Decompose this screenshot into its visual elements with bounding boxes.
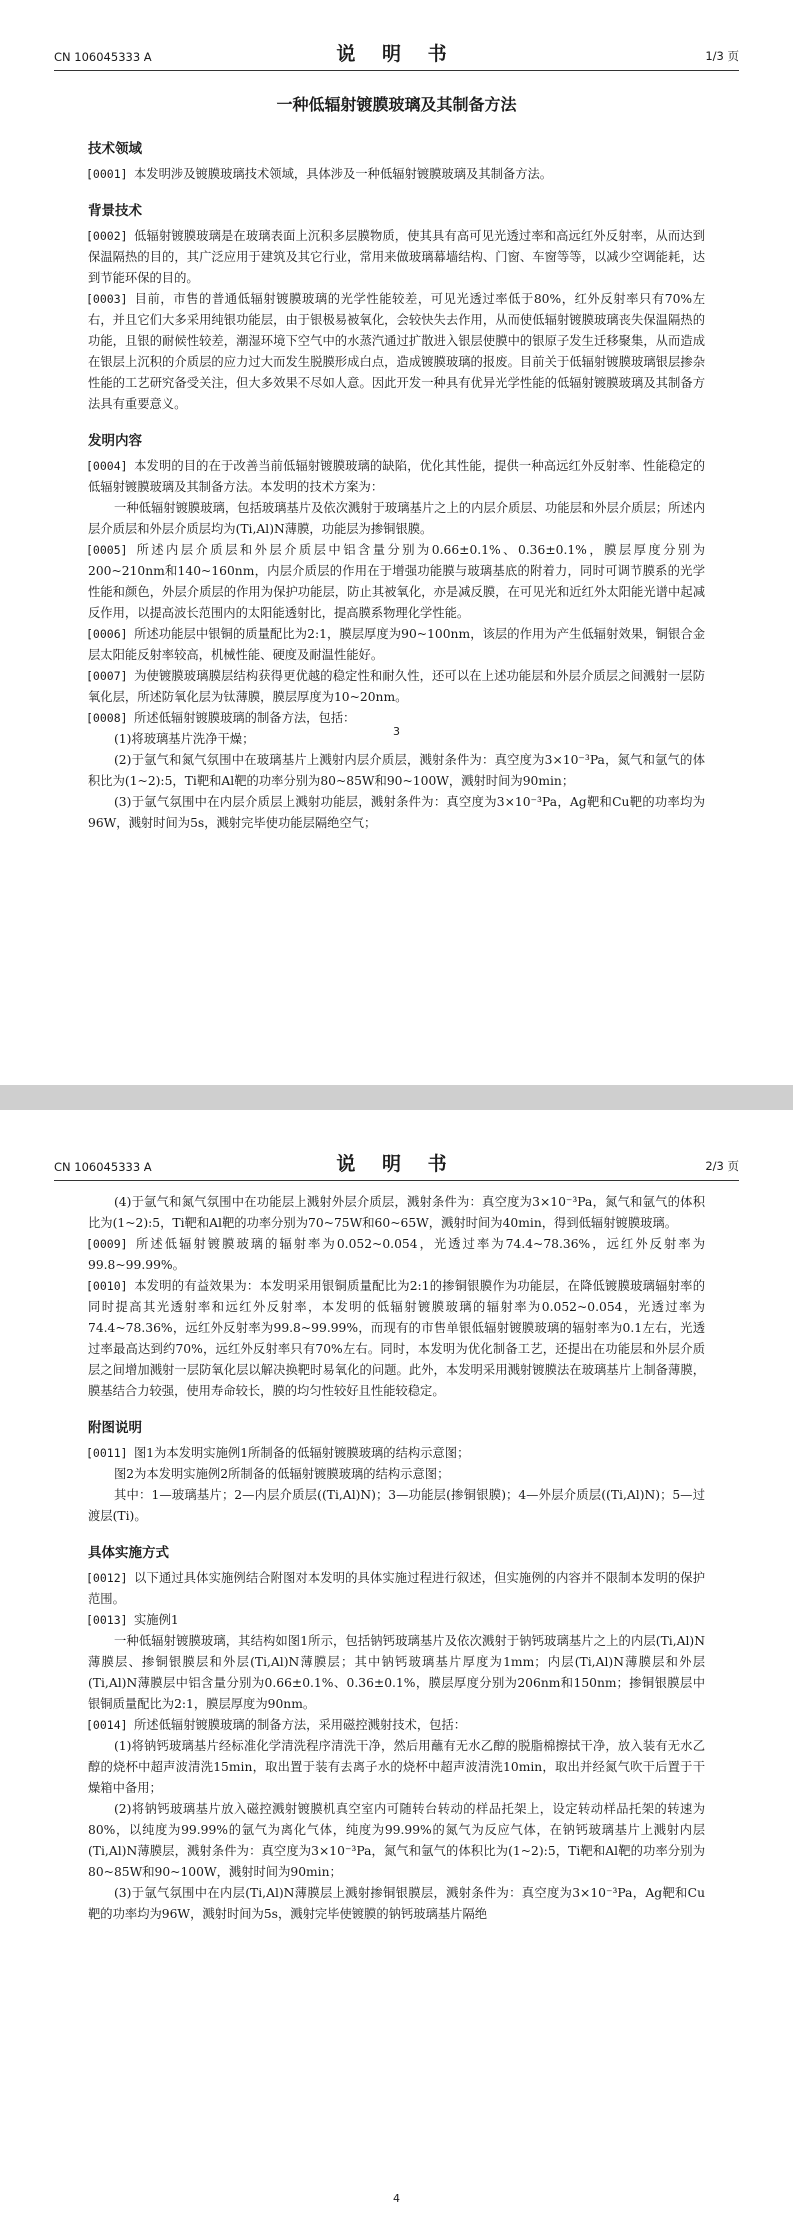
page-footer-number: 3 [393,725,400,738]
paragraph: [0002] 低辐射镀膜玻璃是在玻璃表面上沉积多层膜物质，使其具有高可见光透过率和高远红外反射率，从而达到保温隔热的目的，其广泛应用于建筑及其它行业，常用来做玻璃幕墙结构、门窗、车窗等等，以减少空调能耗，达到节能环保的目的。 [86,229,705,285]
list-item: (2)于氩气和氮气氛围中在玻璃基片上溅射内层介质层，溅射条件为：真空度为3×10⁻³Pa，氮气和氩气的体积比为(1~2):5，Ti靶和Al靶的功率分别为80~85W和90~100W，溅射时间为90min； [88,753,705,788]
paragraph: [0001] 本发明涉及镀膜玻璃技术领域，具体涉及一种低辐射镀膜玻璃及其制备方法。 [86,167,553,181]
list-item: (1)将玻璃基片洗净干燥； [114,732,255,746]
list-item: (3)于氩气氛围中在内层(Ti,Al)N薄膜层上溅射掺铜银膜层，溅射条件为：真空度为3×10⁻³Pa，Ag靶和Cu靶的功率均为96W，溅射时间为5s，溅射完毕使镀膜的钠钙玻璃基片隔绝 [88,1886,705,1921]
section-heading-invention: 发明内容 [88,433,142,449]
document-type: 说 明 书 [336,1153,457,1175]
list-item: (4)于氩气和氮气氛围中在功能层上溅射外层介质层，溅射条件为：真空度为3×10⁻³Pa，氮气和氩气的体积比为(1~2):5，Ti靶和Al靶的功率分别为70~75W和60~65W，溅射时间为40min，得到低辐射镀膜玻璃。 [88,1195,705,1230]
section-heading-background: 背景技术 [88,203,142,219]
paragraph: [0004] 本发明的目的在于改善当前低辐射镀膜玻璃的缺陷，优化其性能，提供一种高远红外反射率、性能稳定的低辐射镀膜玻璃及其制备方法。本发明的技术方案为： [86,459,705,494]
paragraph: [0006] 所述功能层中银铜的质量配比为2:1，膜层厚度为90~100nm，该层的作用为产生低辐射效果，铜银合金层太阳能反射率较高，机械性能、硬度及耐温性能好。 [86,627,705,662]
paragraph: [0012] 以下通过具体实施例结合附图对本发明的具体实施过程进行叙述，但实施例的内容并不限制本发明的保护范围。 [86,1571,705,1606]
paragraph: [0013] 实施例1 [86,1613,179,1627]
page-2-content [88,1192,705,1925]
document-title: 一种低辐射镀膜玻璃及其制备方法 [276,95,517,114]
section-heading-drawings: 附图说明 [88,1420,142,1436]
page-1-content [88,94,705,834]
paragraph: [0014] 所述低辐射镀膜玻璃的制备方法，采用磁控溅射技术，包括： [86,1718,467,1732]
patent-number: CN 106045333 A [54,1160,152,1174]
list-item: (1)将钠钙玻璃基片经标准化学清洗程序清洗干净，然后用蘸有无水乙醇的脱脂棉擦拭干净，放入装有无水乙醇的烧杯中超声波清洗15min，取出置于装有去离子水的烧杯中超声波清洗10min，取出并经氮气吹干后置于干燥箱中备用； [88,1739,705,1795]
section-heading-embodiments: 具体实施方式 [88,1545,169,1561]
page-footer-number: 4 [393,2192,400,2205]
paragraph: [0010] 本发明的有益效果为：本发明采用银铜质量配比为2:1的掺铜银膜作为功能层，在降低镀膜玻璃辐射率的同时提高其光透射率和远红外反射率，本发明的低辐射镀膜玻璃的辐射率为0.052~0.054，光透过率为74.4~78.36%，远红外反射率为99.8~99.99%，而现有的市售单银低辐射镀膜玻璃的辐射率为0.1左右，光透过率最高达到约70%，远红外反射率只有70%左右。同时，本发明为优化制备工艺，还提出在功能层和外层介质层之间增加溅射一层防氧化层以解决换靶时易氧化的问题。此外，本发明采用溅射镀膜法在玻璃基片上制备薄膜，膜基结合力较强，使用寿命较长，膜的均匀性较好且性能较稳定。 [86,1279,705,1398]
page-header [54,32,739,71]
page-1 [0,0,793,1085]
page-2 [0,1110,793,2222]
paragraph: 一种低辐射镀膜玻璃，包括玻璃基片及依次溅射于玻璃基片之上的内层介质层、功能层和外层介质层；所述内层介质层和外层介质层均为(Ti,Al)N薄膜，功能层为掺铜银膜。 [88,501,705,536]
paragraph: 其中：1—玻璃基片；2—内层介质层((Ti,Al)N)；3—功能层(掺铜银膜)；4—外层介质层((Ti,Al)N)；5—过渡层(Ti)。 [88,1488,705,1523]
list-item: (3)于氩气氛围中在内层介质层上溅射功能层，溅射条件为：真空度为3×10⁻³Pa，Ag靶和Cu靶的功率均为96W，溅射时间为5s，溅射完毕使功能层隔绝空气； [88,795,705,830]
page-number: 1/3 页 [705,49,739,63]
page-number: 2/3 页 [705,1159,739,1173]
paragraph: [0003] 目前，市售的普通低辐射镀膜玻璃的光学性能较差，可见光透过率低于80%，红外反射率只有70%左右，并且它们大多采用纯银功能层，由于银极易被氧化，会较快失去作用，从而使低辐射镀膜玻璃丧失保温隔热的功能，且银的耐候性较差，潮湿环境下空气中的水蒸汽通过扩散进入银层使膜中的银原子发生迁移聚集，从而造成在银层上沉积的介质层的应力过大而发生脱膜形成白点，造成镀膜玻璃的报废。目前关于低辐射镀膜玻璃银层掺杂性能的工艺研究备受关注，但大多效果不尽如人意。因此开发一种具有优异光学性能的低辐射镀膜玻璃及其制备方法具有重要意义。 [86,292,705,411]
document-type: 说 明 书 [336,43,457,65]
list-item: (2)将钠钙玻璃基片放入磁控溅射镀膜机真空室内可随转台转动的样品托架上，设定转动样品托架的转速为80%，以纯度为99.99%的氩气为离化气体，纯度为99.99%的氮气为反应气体，在钠钙玻璃基片上溅射内层(Ti,Al)N薄膜层，溅射条件为：真空度为3×10⁻³Pa，氮气和氩气的体积比为(1~2):5，Ti靶和Al靶的功率分别为80~85W和90~100W，溅射时间为90min； [88,1802,705,1879]
paragraph: [0008] 所述低辐射镀膜玻璃的制备方法，包括： [86,711,356,725]
paragraph: [0005] 所述内层介质层和外层介质层中铝含量分别为0.66±0.1%、0.36±0.1%，膜层厚度分别为200~210nm和140~160nm，内层介质层的作用在于增强功能膜与玻璃基底的附着力，同时可调节膜系的光学性能和颜色，外层介质层的作用为保护功能层，防止其被氧化，亦是减反膜，在可见光和近红外太阳能光谱中起减反作用，以提高波长范围内的太阳能透射比，提高膜系物理化学性能。 [86,543,705,620]
page-header [54,1142,739,1181]
paragraph: 图2为本发明实施例2所制备的低辐射镀膜玻璃的结构示意图； [114,1467,450,1481]
paragraph: [0007] 为使镀膜玻璃膜层结构获得更优越的稳定性和耐久性，还可以在上述功能层和外层介质层之间溅射一层防氧化层，所述防氧化层为钛薄膜，膜层厚度为10~20nm。 [86,669,705,704]
paragraph: [0009] 所述低辐射镀膜玻璃的辐射率为0.052~0.054，光透过率为74.4~78.36%，远红外反射率为99.8~99.99%。 [86,1237,705,1272]
section-heading-tech-field: 技术领域 [88,141,142,157]
paragraph: [0011] 图1为本发明实施例1所制备的低辐射镀膜玻璃的结构示意图； [86,1446,470,1460]
paragraph: 一种低辐射镀膜玻璃，其结构如图1所示，包括钠钙玻璃基片及依次溅射于钠钙玻璃基片之上的内层(Ti,Al)N薄膜层、掺铜银膜层和外层(Ti,Al)N薄膜层；其中钠钙玻璃基片厚度为1mm；内层(Ti,Al)N薄膜层和外层(Ti,Al)N薄膜层中铝含量分别为0.66±0.1%、0.36±0.1%，膜层厚度分别为206nm和150nm；掺铜银膜层中银铜质量配比为2:1，膜层厚度为90nm。 [88,1634,705,1711]
patent-number: CN 106045333 A [54,50,152,64]
